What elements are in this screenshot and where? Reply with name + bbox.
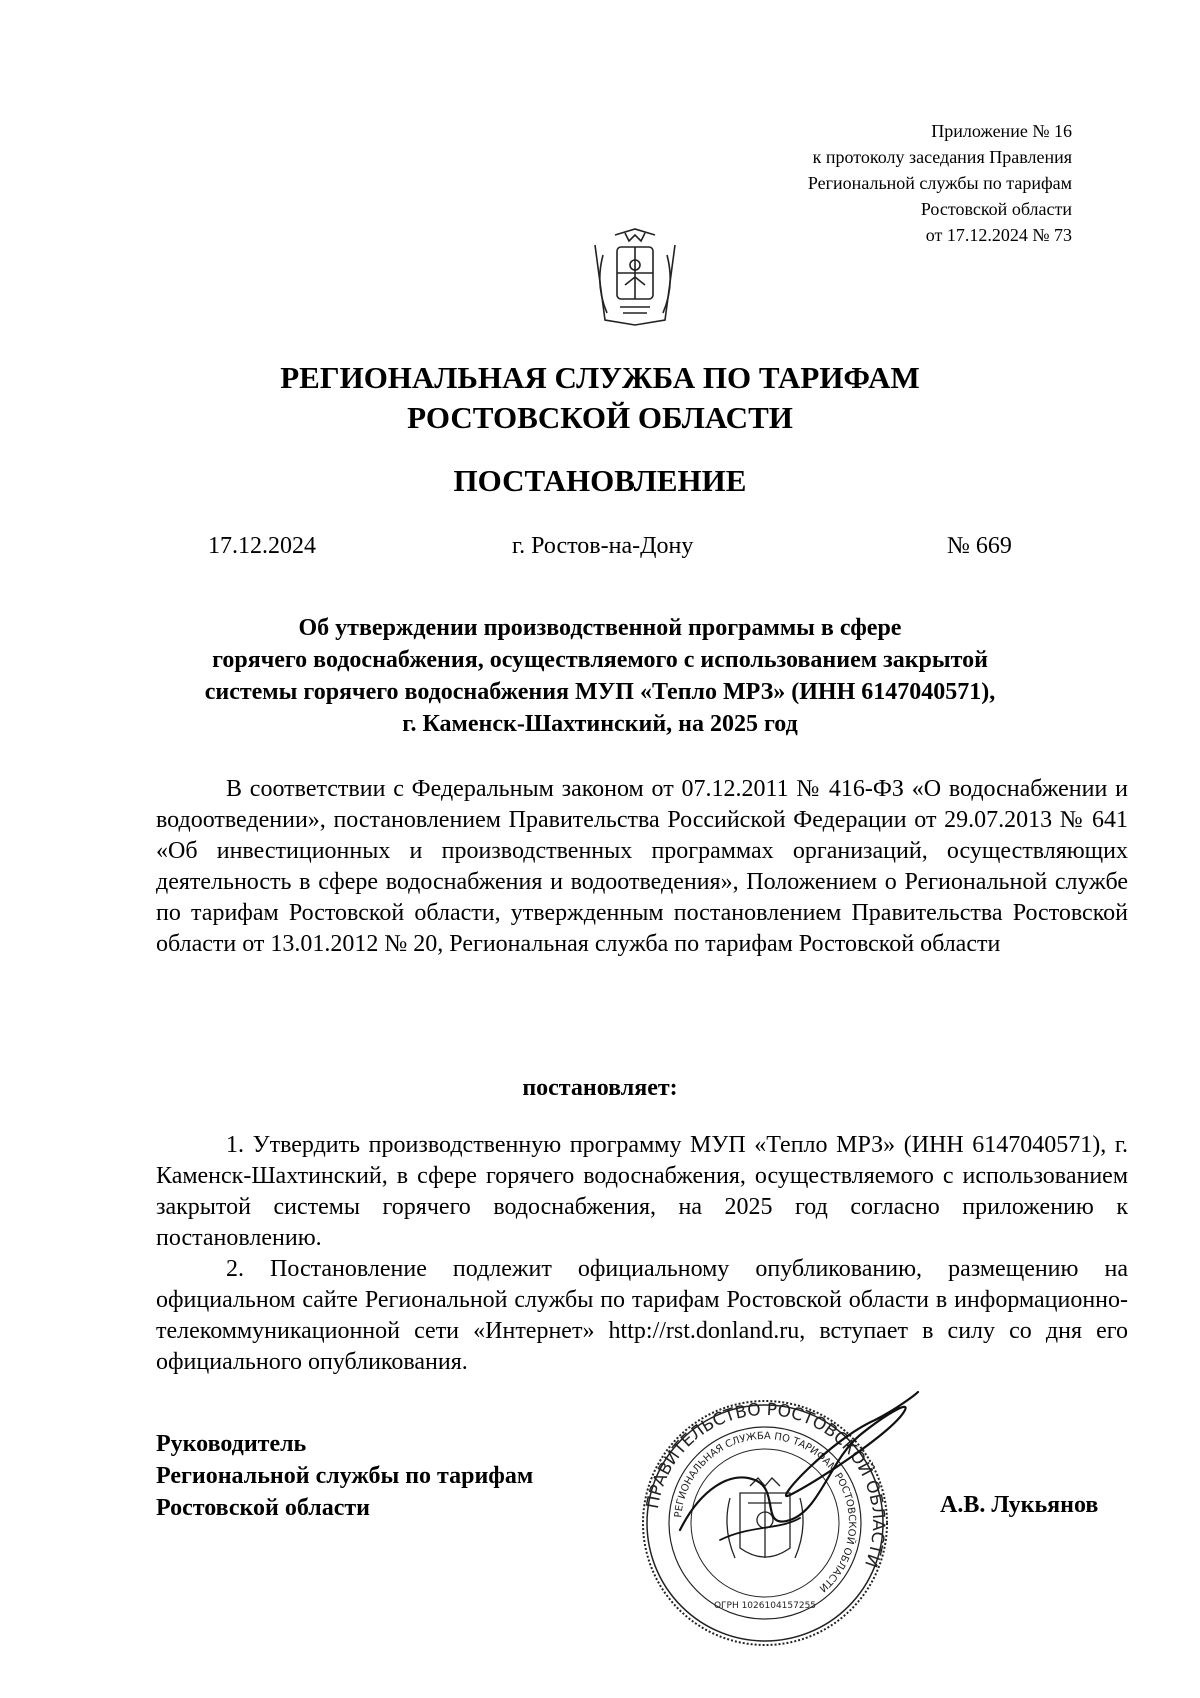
decree-clauses bbox=[156, 1130, 1128, 1378]
annex-line: Ростовской области bbox=[920, 199, 1072, 219]
agency-name bbox=[0, 358, 1200, 438]
subject-line: Об утверждении производственной программы в сфере bbox=[298, 615, 902, 641]
annex-reference bbox=[808, 118, 1072, 248]
seal-registry-number: ОГРН 1026104157255 bbox=[713, 1601, 817, 1611]
clause-2: 2. Постановление подлежит официальному опубликованию, размещению на официальном сайте Региональной службы по тарифам Ростовской области в информационно-телекоммуникационной сети «Интернет» http://rst.donland.ru, вступает в силу со дня его официального опубликования. bbox=[156, 1256, 1128, 1375]
seal-outer-text: ПРАВИТЕЛЬСТВО РОСТОВСКОЙ ОБЛАСТИ bbox=[642, 1399, 889, 1570]
preamble-text: В соответствии с Федеральным законом от 07.12.2011 № 416-ФЗ «О водоснабжении и водоотведении», постановлением Правительства Российской Федерации от 29.07.2013 № 641 «Об инвестиционных и производственных программах организаций, осуществляющих деятельность в сфере водоснабжения и водоотведения», Положением о Региональной службе по тарифам Ростовской области, утвержденным постановлением Правительства Ростовской области от 13.01.2012 № 20, Региональная служба по тарифам Ростовской области bbox=[156, 776, 1128, 957]
subject-line: системы горячего водоснабжения МУП «Тепло МРЗ» (ИНН 6147040571), bbox=[204, 679, 996, 705]
signer-title-line: Региональной службы по тарифам bbox=[156, 1463, 534, 1489]
agency-name-line: РЕГИОНАЛЬНАЯ СЛУЖБА ПО ТАРИФАМ bbox=[280, 360, 920, 395]
document-date: 17.12.2024 bbox=[208, 533, 316, 559]
coat-of-arms-icon bbox=[585, 225, 685, 335]
document-subject bbox=[150, 612, 1050, 740]
signer-title-line: Руководитель bbox=[156, 1431, 307, 1457]
decree-word: постановляет: bbox=[522, 1075, 678, 1101]
agency-name-line: РОСТОВСКОЙ ОБЛАСТИ bbox=[407, 400, 793, 435]
annex-line: от 17.12.2024 № 73 bbox=[925, 225, 1072, 245]
seal-inner-textpath: РЕГИОНАЛЬНАЯ СЛУЖБА ПО ТАРИФАМ РОСТОВСКОЙ ОБЛАСТИ bbox=[673, 1430, 858, 1594]
clause-1: 1. Утвердить производственную программу МУП «Тепло МРЗ» (ИНН 6147040571), г. Каменск-Шахтинский, в сфере горячего водоснабжения, осуществляемого с использованием закрытой системы горячего водоснабжения, на 2025 год согласно приложению к постановлению. bbox=[156, 1132, 1128, 1251]
annex-line: к протоколу заседания Правления bbox=[812, 147, 1072, 167]
signer-name: А.В. Лукьянов bbox=[940, 1492, 1099, 1518]
handwritten-signature bbox=[660, 1380, 930, 1560]
signer-title bbox=[156, 1428, 533, 1524]
subject-line: горячего водоснабжения, осуществляемого с использованием закрытой bbox=[212, 647, 988, 673]
document-city: г. Ростов-на-Дону bbox=[512, 533, 694, 559]
document-number: № 669 bbox=[947, 533, 1012, 559]
annex-line: Приложение № 16 bbox=[931, 121, 1072, 141]
preamble-paragraph bbox=[156, 774, 1128, 960]
subject-line: г. Каменск-Шахтинский, на 2025 год bbox=[402, 711, 798, 737]
annex-line: Региональной службы по тарифам bbox=[807, 173, 1072, 193]
document-type: ПОСТАНОВЛЕНИЕ bbox=[453, 463, 747, 498]
signer-title-line: Ростовской области bbox=[156, 1495, 370, 1521]
